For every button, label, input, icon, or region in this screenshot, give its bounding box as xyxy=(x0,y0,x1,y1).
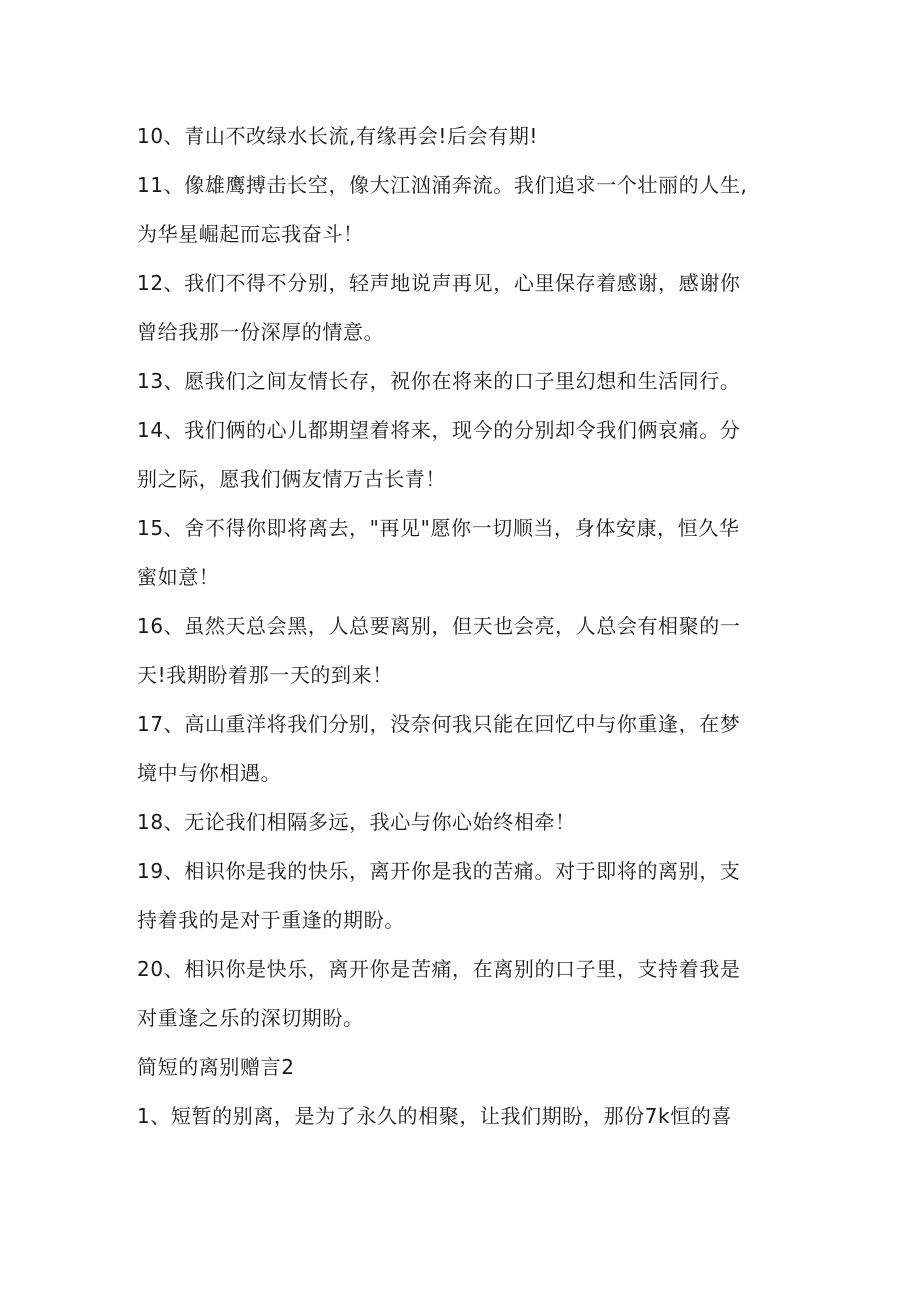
text-line: 为华星崛起而忘我奋斗！ xyxy=(137,222,364,246)
text-line: 1、短暂的别离，是为了永久的相聚，让我们期盼，那份7k恒的喜 xyxy=(137,1104,733,1128)
document-body xyxy=(137,112,777,1141)
text-line: 别之际，愿我们俩友情万古长青！ xyxy=(137,467,446,491)
text-line: 19、相识你是我的快乐，离开你是我的苦痛。对于即将的离别，支 xyxy=(137,859,741,883)
text-line: 13、愿我们之间友情长存，祝你在将来的口子里幻想和生活同行。 xyxy=(137,369,741,393)
text-line: 天!我期盼着那一天的到来！ xyxy=(137,663,393,687)
text-line: 16、虽然天总会黑，人总要离别，但天也会亮，人总会有相聚的一 xyxy=(137,614,741,638)
text-line: 18、无论我们相隔多远，我心与你心始终相牵！ xyxy=(137,810,576,834)
text-line: 14、我们俩的心儿都期望着将来，现今的分别却令我们俩哀痛。分 xyxy=(137,418,741,442)
section-heading: 简短的离别赠言2 xyxy=(137,1055,295,1079)
text-line: 蜜如意！ xyxy=(137,565,220,589)
text-line: 境中与你相遇。 xyxy=(137,761,282,785)
text-line: 20、相识你是快乐，离开你是苦痛，在离别的口子里，支持着我是 xyxy=(137,957,741,981)
text-line: 持着我的是对于重逢的期盼。 xyxy=(137,908,405,932)
text-line: 对重逢之乐的深切期盼。 xyxy=(137,1006,364,1030)
text-line: 11、像雄鹰搏击长空，像大江汹涌奔流。我们追求一个壮丽的人生, xyxy=(137,173,748,197)
text-line: 12、我们不得不分别，轻声地说声再见，心里保存着感谢，感谢你 xyxy=(137,271,741,295)
text-line: 曾给我那一份深厚的情意。 xyxy=(137,320,385,344)
text-line: 15、舍不得你即将离去，"再见"愿你一切顺当，身体安康，恒久华 xyxy=(137,516,740,540)
text-line: 10、青山不改绿水长流,有缘再会!后会有期! xyxy=(137,124,539,148)
text-line: 17、高山重洋将我们分别，没奈何我只能在回忆中与你重逢，在梦 xyxy=(137,712,741,736)
